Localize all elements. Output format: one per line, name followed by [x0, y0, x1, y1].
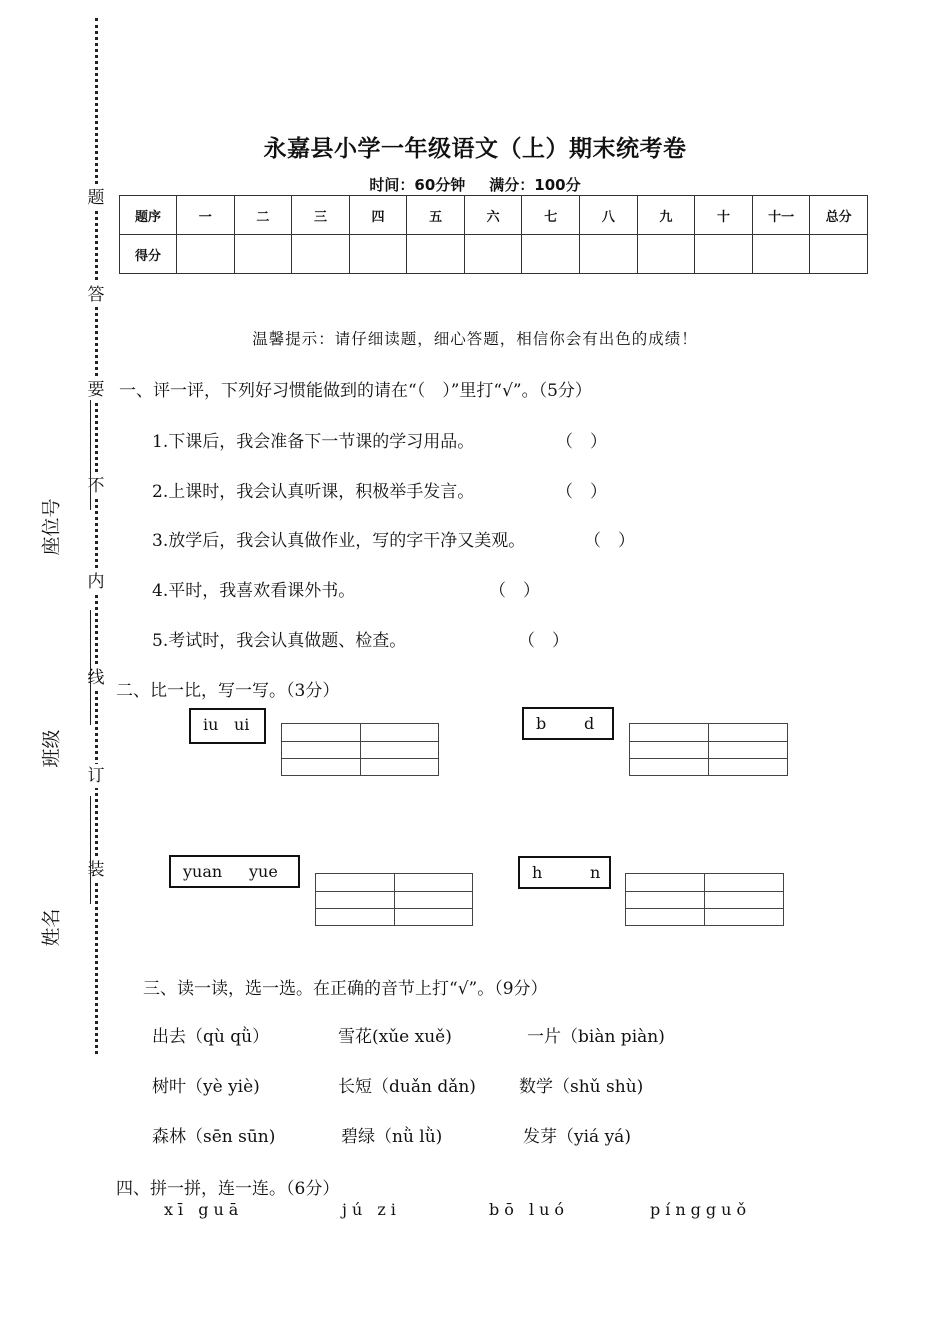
section1-item: 2.上课时，我会认真听课，积极举手发言。 [152, 482, 475, 502]
score-row-label: 得分 [120, 235, 177, 274]
pinyin-b: d [584, 714, 595, 733]
syllable-choice[interactable]: 森林（sēn sūn) [152, 1127, 276, 1147]
section4-heading: 四、拼一拼，连一连。（6分） [116, 1179, 340, 1199]
section1-heading: 一、评一评，下列好习惯能做到的请在“（ ）”里打“√”。（5分） [119, 381, 592, 401]
score-table-header-row [120, 196, 868, 235]
section1-item: 3.放学后，我会认真做作业，写的字干净又美观。 [152, 531, 526, 551]
exam-title: 永嘉县小学一年级语文（上）期末统考卷 [263, 136, 687, 162]
score-table-score-row [120, 235, 868, 274]
score-table-cell: 四 [349, 196, 407, 235]
score-table-cell: 十 [695, 196, 753, 235]
score-input-cell[interactable] [810, 235, 868, 274]
syllable-choice[interactable]: 长短（duǎn dǎn) [338, 1077, 476, 1097]
pinyin-b: n [590, 863, 601, 882]
pinyin-word[interactable]: xī guā [164, 1200, 244, 1219]
syllable-choice[interactable]: 发芽（yiá yá) [523, 1127, 631, 1147]
score-input-cell[interactable] [580, 235, 638, 274]
margin-char: 不 [84, 474, 108, 498]
score-table-cell: 六 [464, 196, 522, 235]
syllable-choice[interactable]: 数学（shǔ shù) [519, 1077, 644, 1097]
section2-heading: 二、比一比，写一写。（3分） [116, 681, 340, 701]
pinyin-word[interactable]: bō luó [489, 1200, 570, 1219]
answer-paren[interactable]: （ ） [584, 531, 635, 551]
section3-heading: 三、读一读，选一选。在正确的音节上打“√”。（9分） [143, 979, 548, 999]
pinyin-a: yuan [183, 862, 223, 881]
class-line [90, 610, 91, 725]
syllable-choice[interactable]: 雪花(xǔe xuě) [338, 1027, 452, 1047]
margin-char: 答 [84, 283, 108, 307]
seat-number-field[interactable] [30, 400, 70, 580]
score-table-cell: 一 [177, 196, 235, 235]
score-table [119, 195, 868, 274]
syllable-choice[interactable]: 碧绿（nǜ lǜ) [341, 1127, 443, 1147]
syllable-choice[interactable]: 出去（qù qǜ） [152, 1027, 270, 1047]
score-table-cell: 九 [637, 196, 695, 235]
score-table-cell: 十一 [752, 196, 810, 235]
pinyin-b: yue [249, 862, 278, 881]
score-input-cell[interactable] [522, 235, 580, 274]
pinyin-pair-box [522, 707, 614, 740]
score-input-cell[interactable] [292, 235, 350, 274]
score-input-cell[interactable] [234, 235, 292, 274]
exam-subtitle [0, 174, 950, 195]
pinyin-word[interactable]: jú zi [342, 1200, 401, 1219]
score-table-cell: 二 [234, 196, 292, 235]
seat-number-label: 座位号 [40, 498, 63, 556]
score-input-cell[interactable] [464, 235, 522, 274]
score-input-cell[interactable] [752, 235, 810, 274]
warm-tip: 温馨提示：请仔细读题，细心答题，相信你会有出色的成绩！ [252, 330, 698, 348]
score-table-cell: 五 [407, 196, 465, 235]
score-table-cell: 总分 [810, 196, 868, 235]
pinyin-a: b [536, 714, 547, 733]
writing-grid[interactable] [281, 723, 439, 776]
answer-paren[interactable]: （ ） [489, 581, 540, 601]
pinyin-pair-box [518, 856, 611, 889]
margin-char: 题 [84, 186, 108, 210]
margin-char: 内 [84, 570, 108, 594]
answer-paren[interactable]: （ ） [556, 432, 607, 452]
class-label: 班级 [40, 729, 63, 768]
name-label: 姓名 [40, 908, 63, 947]
answer-paren[interactable]: （ ） [556, 482, 607, 502]
pinyin-b: ui [234, 715, 250, 734]
syllable-choice[interactable]: 树叶（yè yiè) [152, 1077, 260, 1097]
seat-number-line [90, 400, 91, 510]
score-table-cell: 题序 [120, 196, 177, 235]
margin-char: 要 [84, 378, 108, 402]
pinyin-a: iu [203, 715, 219, 734]
answer-paren[interactable]: （ ） [518, 631, 569, 651]
pinyin-a: h [532, 863, 543, 882]
full-score-info: 满分：100分 [489, 176, 581, 194]
pinyin-word[interactable]: píngguǒ [650, 1200, 752, 1219]
time-info: 时间：60分钟 [369, 176, 466, 194]
writing-grid[interactable] [625, 873, 784, 926]
score-input-cell[interactable] [177, 235, 235, 274]
name-line [90, 796, 91, 904]
name-field[interactable] [30, 796, 70, 956]
section1-item: 5.考试时，我会认真做题、检查。 [152, 631, 407, 651]
margin-char: 订 [84, 764, 108, 788]
score-input-cell[interactable] [637, 235, 695, 274]
pinyin-pair-box [189, 708, 266, 744]
syllable-choice[interactable]: 一片（biàn piàn) [527, 1027, 665, 1047]
section1-item: 1.下课后，我会准备下一节课的学习用品。 [152, 432, 475, 452]
class-field[interactable] [30, 610, 70, 770]
score-input-cell[interactable] [349, 235, 407, 274]
writing-grid[interactable] [315, 873, 473, 926]
pinyin-pair-box [169, 855, 300, 888]
score-table-cell: 七 [522, 196, 580, 235]
writing-grid[interactable] [629, 723, 788, 776]
section1-item: 4.平时，我喜欢看课外书。 [152, 581, 356, 601]
score-table-cell: 三 [292, 196, 350, 235]
score-table-cell: 八 [580, 196, 638, 235]
score-input-cell[interactable] [407, 235, 465, 274]
margin-char: 装 [84, 858, 108, 882]
score-input-cell[interactable] [695, 235, 753, 274]
margin-char: 线 [84, 666, 108, 690]
